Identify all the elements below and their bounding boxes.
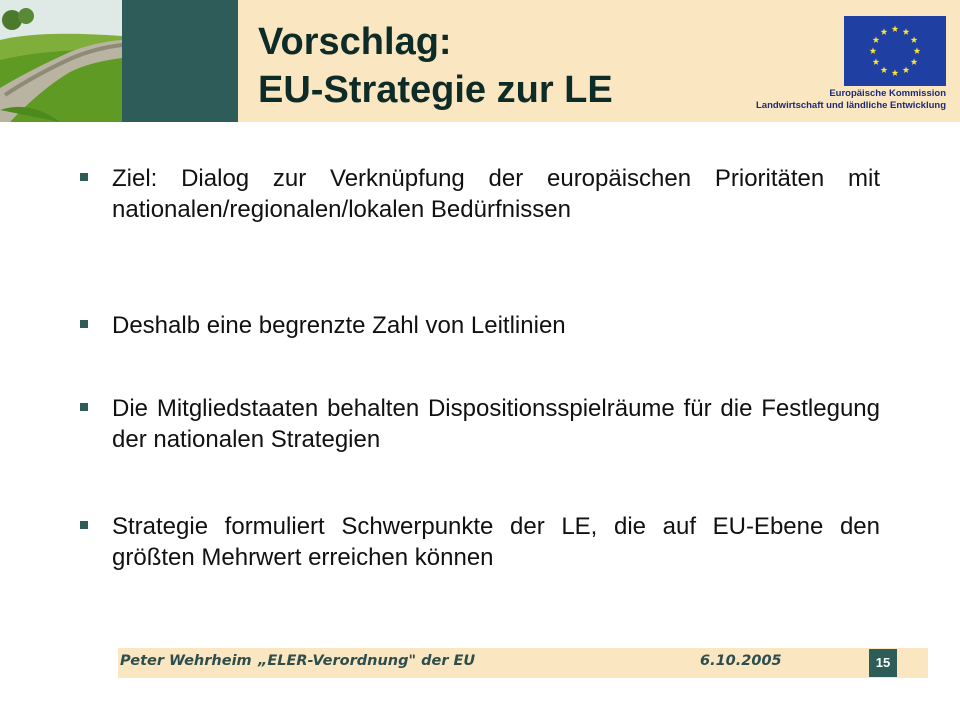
square-bullet-icon — [80, 320, 88, 328]
logo-org-line2: Landwirtschaft und ländliche Entwicklung — [755, 100, 946, 111]
bullet-text: Die Mitgliedstaaten behalten Dispositionsspielräume für die Festlegung der nationalen Strategien — [112, 395, 880, 453]
page-number: 15 — [869, 649, 897, 677]
square-bullet-icon — [80, 521, 88, 529]
slide-title-line2: EU-Strategie zur LE — [258, 69, 613, 111]
bullet-item — [80, 310, 880, 341]
slide-footer — [118, 648, 928, 678]
bullet-item — [80, 163, 880, 225]
footer-date: 6.10.2005 — [700, 653, 782, 669]
bullet-text: Strategie formuliert Schwerpunkte der LE, die auf EU-Ebene den größten Mehrwert erreichen können — [112, 513, 880, 571]
square-bullet-icon — [80, 403, 88, 411]
bullet-item — [80, 393, 880, 455]
footer-topic: „ELER-Verordnung" der EU — [258, 653, 476, 669]
footer-author: Peter Wehrheim — [120, 653, 252, 669]
bullet-text: Deshalb eine begrenzte Zahl von Leitlinien — [112, 312, 566, 339]
logo-org-line1: Europäische Kommission — [829, 88, 946, 99]
bullet-text: Ziel: Dialog zur Verknüpfung der europäischen Prioritäten mit nationalen/regionalen/lokalen Bedürfnissen — [112, 165, 880, 223]
bullet-item — [80, 511, 880, 573]
square-bullet-icon — [80, 173, 88, 181]
slide-title-line1: Vorschlag: — [258, 21, 452, 63]
